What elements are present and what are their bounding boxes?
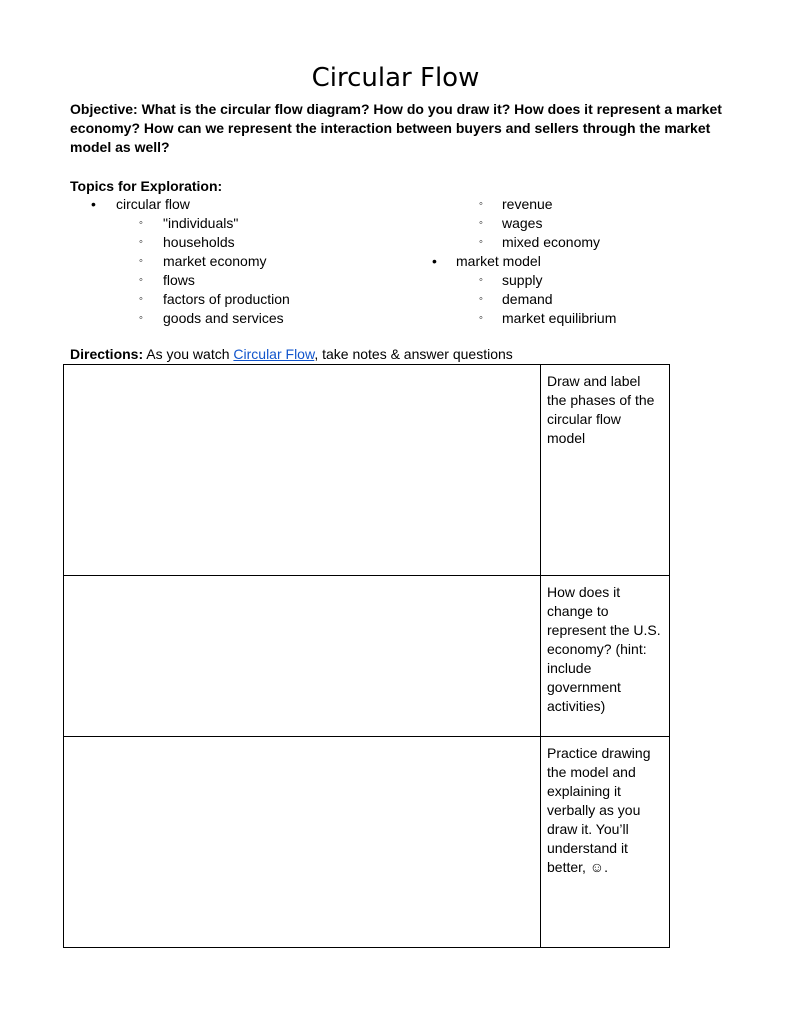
sub-bullet: ◦ — [479, 274, 483, 286]
sub-bullet: ◦ — [139, 255, 143, 267]
bullet-circular-flow: • — [91, 196, 96, 212]
notes-area-2[interactable] — [64, 576, 541, 737]
topic-item: revenue — [502, 196, 553, 212]
prompt-text: Practice drawing the model and explaining it verbally as you draw it. You’ll understand it better, ☺. — [547, 745, 651, 875]
table-row — [64, 737, 670, 948]
topic-market-model: market model — [456, 253, 541, 269]
prompt-cell-3 — [541, 737, 670, 948]
notes-table — [63, 364, 670, 948]
sub-bullet: ◦ — [479, 312, 483, 324]
prompt-text: How does it change to represent the U.S. economy? (hint: include government activities) — [547, 584, 661, 714]
table-row — [64, 576, 670, 737]
sub-bullet: ◦ — [139, 274, 143, 286]
topic-item: households — [163, 234, 235, 250]
topic-item: demand — [502, 291, 553, 307]
circular-flow-link[interactable]: Circular Flow — [233, 346, 315, 362]
sub-bullet: ◦ — [479, 236, 483, 248]
sub-bullet: ◦ — [479, 217, 483, 229]
bullet-market-model: • — [432, 253, 437, 269]
prompt-text: Draw and label the phases of the circular flow model — [547, 373, 655, 446]
notes-area-1[interactable] — [64, 365, 541, 576]
sub-bullet: ◦ — [139, 217, 143, 229]
topic-item: goods and services — [163, 310, 284, 326]
topic-item: market equilibrium — [502, 310, 617, 326]
sub-bullet: ◦ — [139, 312, 143, 324]
topics-heading: Topics for Exploration: — [70, 178, 223, 194]
directions — [70, 345, 513, 364]
sub-bullet: ◦ — [139, 293, 143, 305]
topic-item: flows — [163, 272, 195, 288]
topic-item: wages — [502, 215, 543, 231]
topic-item: market economy — [163, 253, 267, 269]
prompt-cell-2 — [541, 576, 670, 737]
objective-text: Objective: What is the circular flow diagram? How do you draw it? How does it represent a market economy? How can we represent the interaction between buyers and sellers through the market model as well? — [70, 101, 722, 155]
table-row — [64, 365, 670, 576]
directions-label: Directions: — [70, 346, 144, 362]
sub-bullet: ◦ — [479, 293, 483, 305]
page-title: Circular Flow — [311, 63, 480, 93]
topic-circular-flow: circular flow — [116, 196, 190, 212]
topic-item: supply — [502, 272, 543, 288]
sub-bullet: ◦ — [479, 198, 483, 210]
topic-item: mixed economy — [502, 234, 601, 250]
directions-text-before: As you watch — [143, 346, 234, 362]
directions-text-after: , take notes & answer questions — [314, 346, 513, 362]
topic-item: factors of production — [163, 291, 290, 307]
sub-bullet: ◦ — [139, 236, 143, 248]
topic-item: "individuals" — [163, 215, 239, 231]
notes-area-3[interactable] — [64, 737, 541, 948]
prompt-cell-1 — [541, 365, 670, 576]
